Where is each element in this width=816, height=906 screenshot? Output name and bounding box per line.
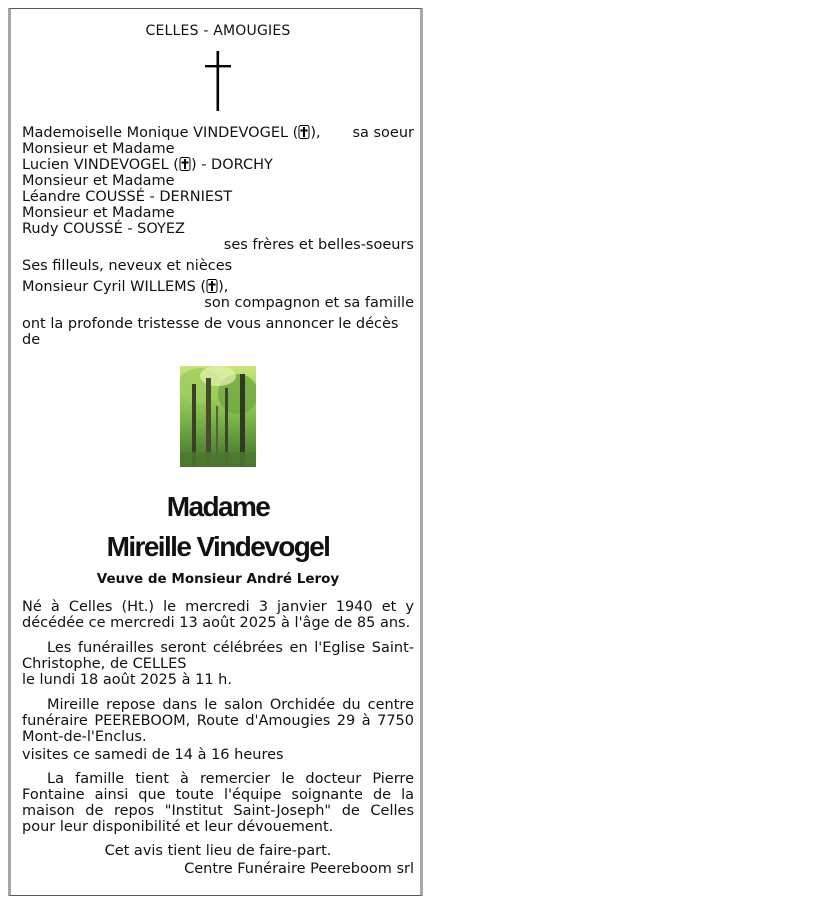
- announcement: ont la profonde tristesse de vous annoncer le décès de: [22, 316, 399, 348]
- obituary-notice: [8, 8, 423, 896]
- family-line-cyril: Monsieur Cyril WILLEMS ( ),: [22, 279, 229, 295]
- visits-text: visites ce samedi de 14 à 16 heures: [22, 747, 284, 763]
- family-line-2: Monsieur et Madame: [22, 141, 175, 157]
- widow-of: Veuve de Monsieur André Leroy: [96, 571, 340, 587]
- funeral-date: le lundi 18 août 2025 à 11 h.: [22, 672, 232, 688]
- funeral-block: [22, 640, 414, 688]
- obituary-content: [22, 9, 414, 877]
- family-line-lucien: Lucien VINDEVOGEL ( ) - DORCHY: [22, 157, 273, 173]
- family-line-monique: Mademoiselle Monique VINDEVOGEL ( ), sa soeur: [22, 125, 414, 141]
- small-cross-icon: [298, 125, 310, 139]
- funeral-home: Centre Funéraire Peereboom srl: [184, 861, 414, 877]
- thanks-text: La famille tient à remercier le docteur Pierre Fontaine ainsi que toute l'équipe soignante de la maison de repos "Institut Saint-Joseph" de Celles pour leur disponibilité et leur dévouement.: [22, 771, 414, 835]
- funeral-text: Les funérailles seront célébrées en l'Eglise Saint-Christophe, de CELLES: [22, 640, 414, 672]
- family-list: [22, 125, 414, 348]
- memorial-photo: [22, 366, 414, 467]
- family-line-5: Léandre COUSSÉ - DERNIEST: [22, 189, 233, 205]
- notice-text: Cet avis tient lieu de faire-part.: [104, 843, 332, 859]
- family-line-7: Rudy COUSSÉ - SOYEZ: [22, 221, 185, 237]
- place-header: CELLES - AMOUGIES: [145, 23, 291, 39]
- family-line-9: Ses filleuls, neveux et nièces: [22, 258, 233, 274]
- small-cross-icon: [179, 157, 191, 171]
- rest-block: [22, 697, 414, 763]
- deceased-block: [22, 487, 414, 587]
- relation-companion: son compagnon et sa famille: [204, 295, 414, 311]
- family-line-6: Monsieur et Madame: [22, 205, 175, 221]
- rest-text: Mireille repose dans le salon Orchidée du centre funéraire PEEREBOOM, Route d'Amougies 29 à 7750 Mont-de-l'Enclus.: [22, 697, 414, 745]
- deceased-title: Madame: [166, 491, 270, 522]
- small-cross-icon: [206, 279, 218, 293]
- family-line-4: Monsieur et Madame: [22, 173, 175, 189]
- deceased-name: Mireille Vindevogel: [106, 531, 330, 562]
- relation-siblings: ses frères et belles-soeurs: [223, 237, 414, 253]
- birth-death-text: Né à Celles (Ht.) le mercredi 3 janvier 1940 et y décédée ce mercredi 13 août 2025 à l'âge de 85 ans.: [22, 599, 414, 631]
- cross-icon: [22, 49, 414, 113]
- relation-sister: sa soeur: [352, 125, 414, 141]
